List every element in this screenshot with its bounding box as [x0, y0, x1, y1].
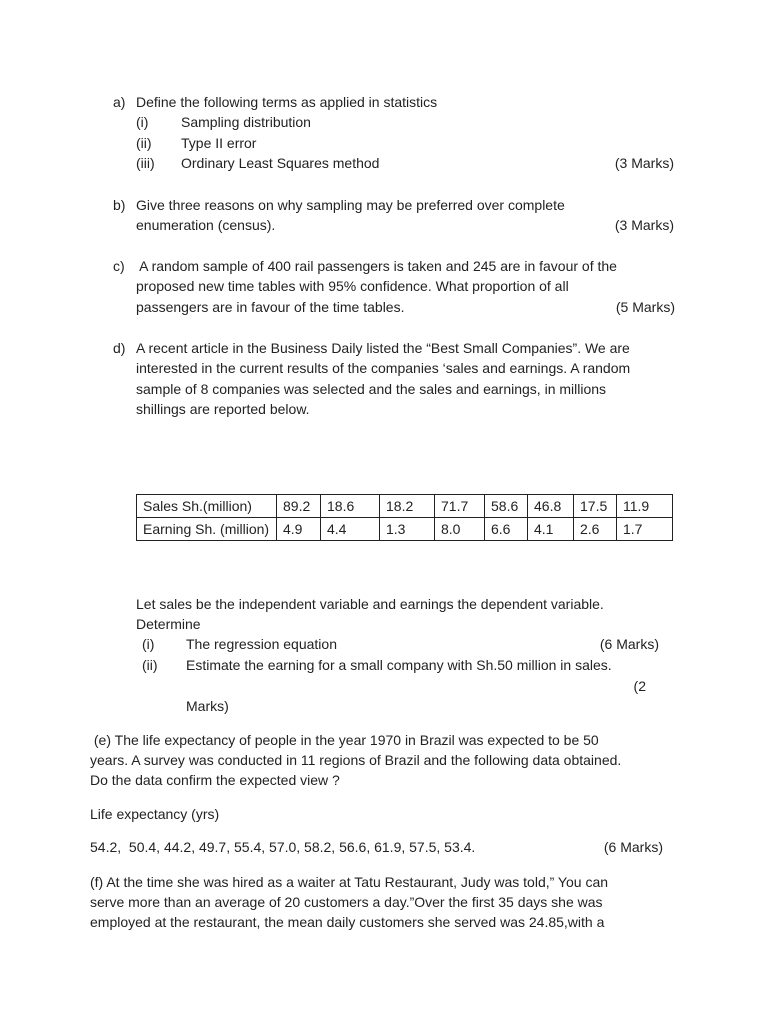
question-a-item-num: (i) — [136, 114, 149, 130]
question-a-marks: (3 Marks) — [614, 155, 674, 171]
question-c-line: passengers are in favour of the time tables. — [136, 299, 405, 315]
question-d-after-line: Determine — [136, 616, 201, 632]
question-d-sub-num: (ii) — [142, 657, 158, 673]
table-row-header: Sales Sh.(million) — [137, 495, 277, 518]
table-row — [137, 495, 673, 518]
question-b-line: Give three reasons on why sampling may be preferred over complete — [136, 197, 565, 213]
table-cell: 71.7 — [435, 495, 485, 518]
question-f-line: employed at the restaurant, the mean daily customers she served was 24.85,with a — [90, 914, 605, 930]
table-cell: 18.6 — [321, 495, 380, 518]
question-d-line: A recent article in the Business Daily listed the “Best Small Companies”. We are — [136, 340, 630, 356]
question-a-title: Define the following terms as applied in statistics — [136, 94, 438, 110]
question-f-line: (f) At the time she was hired as a waiter at Tatu Restaurant, Judy was told,” You can — [90, 874, 609, 890]
question-d-sub-text: The regression equation — [186, 636, 337, 652]
question-d-line: sample of 8 companies was selected and the sales and earnings, in millions — [136, 381, 607, 397]
question-e-marks: (6 Marks) — [603, 839, 663, 855]
table-cell: 8.0 — [435, 518, 485, 541]
question-c-line: A random sample of 400 rail passengers is taken and 245 are in favour of the — [136, 258, 617, 274]
question-d-sub-marks-cont: Marks) — [186, 698, 229, 714]
table-cell: 4.1 — [528, 518, 574, 541]
question-a-item-text: Sampling distribution — [181, 114, 311, 130]
table-cell: 4.9 — [277, 518, 321, 541]
table-cell: 18.2 — [380, 495, 435, 518]
sales-earnings-table — [136, 494, 673, 541]
question-d-sub-num: (i) — [142, 636, 155, 652]
table-cell: 11.9 — [617, 495, 673, 518]
question-d-label: d) — [113, 340, 126, 356]
question-e-values: 54.2, 50.4, 44.2, 49.7, 55.4, 57.0, 58.2, 56.6, 61.9, 57.5, 53.4. — [90, 839, 476, 855]
table-cell: 17.5 — [574, 495, 617, 518]
question-d-line: shillings are reported below. — [136, 401, 310, 417]
table-cell: 46.8 — [528, 495, 574, 518]
question-e-line: (e) The life expectancy of people in the year 1970 in Brazil was expected to be 50 — [90, 732, 599, 748]
table-cell: 89.2 — [277, 495, 321, 518]
question-c-marks: (5 Marks) — [615, 299, 675, 315]
question-a-item-text: Ordinary Least Squares method — [181, 155, 380, 171]
question-a-item-text: Type II error — [181, 135, 257, 151]
question-a-item-num: (ii) — [136, 135, 152, 151]
question-f-line: serve more than an average of 20 customers a day.”Over the first 35 days she was — [90, 894, 603, 910]
question-d-sub-marks: (2 — [633, 678, 646, 694]
question-b-marks: (3 Marks) — [614, 217, 674, 233]
table-cell: 4.4 — [321, 518, 380, 541]
question-e-heading: Life expectancy (yrs) — [90, 806, 220, 822]
table-cell: 6.6 — [485, 518, 528, 541]
question-d-sub-text: Estimate the earning for a small company with Sh.50 million in sales. — [186, 657, 612, 673]
question-e-line: years. A survey was conducted in 11 regions of Brazil and the following data obtained. — [90, 752, 622, 768]
question-a-label: a) — [113, 94, 126, 110]
question-b-label: b) — [113, 197, 126, 213]
question-a-item-num: (iii) — [136, 155, 155, 171]
question-e-line: Do the data confirm the expected view ? — [90, 772, 340, 788]
table-cell: 1.7 — [617, 518, 673, 541]
question-c-line: proposed new time tables with 95% confidence. What proportion of all — [136, 278, 569, 294]
table-cell: 58.6 — [485, 495, 528, 518]
question-b-line: enumeration (census). — [136, 217, 276, 233]
table-row-header: Earning Sh. (million) — [137, 518, 277, 541]
table-cell: 2.6 — [574, 518, 617, 541]
question-d-line: interested in the current results of the companies ‘sales and earnings. A random — [136, 360, 631, 376]
table-row — [137, 518, 673, 541]
table-cell: 1.3 — [380, 518, 435, 541]
question-c-label: c) — [113, 258, 125, 274]
question-d-sub-marks: (6 Marks) — [599, 636, 659, 652]
question-d-after-line: Let sales be the independent variable and earnings the dependent variable. — [136, 596, 604, 612]
